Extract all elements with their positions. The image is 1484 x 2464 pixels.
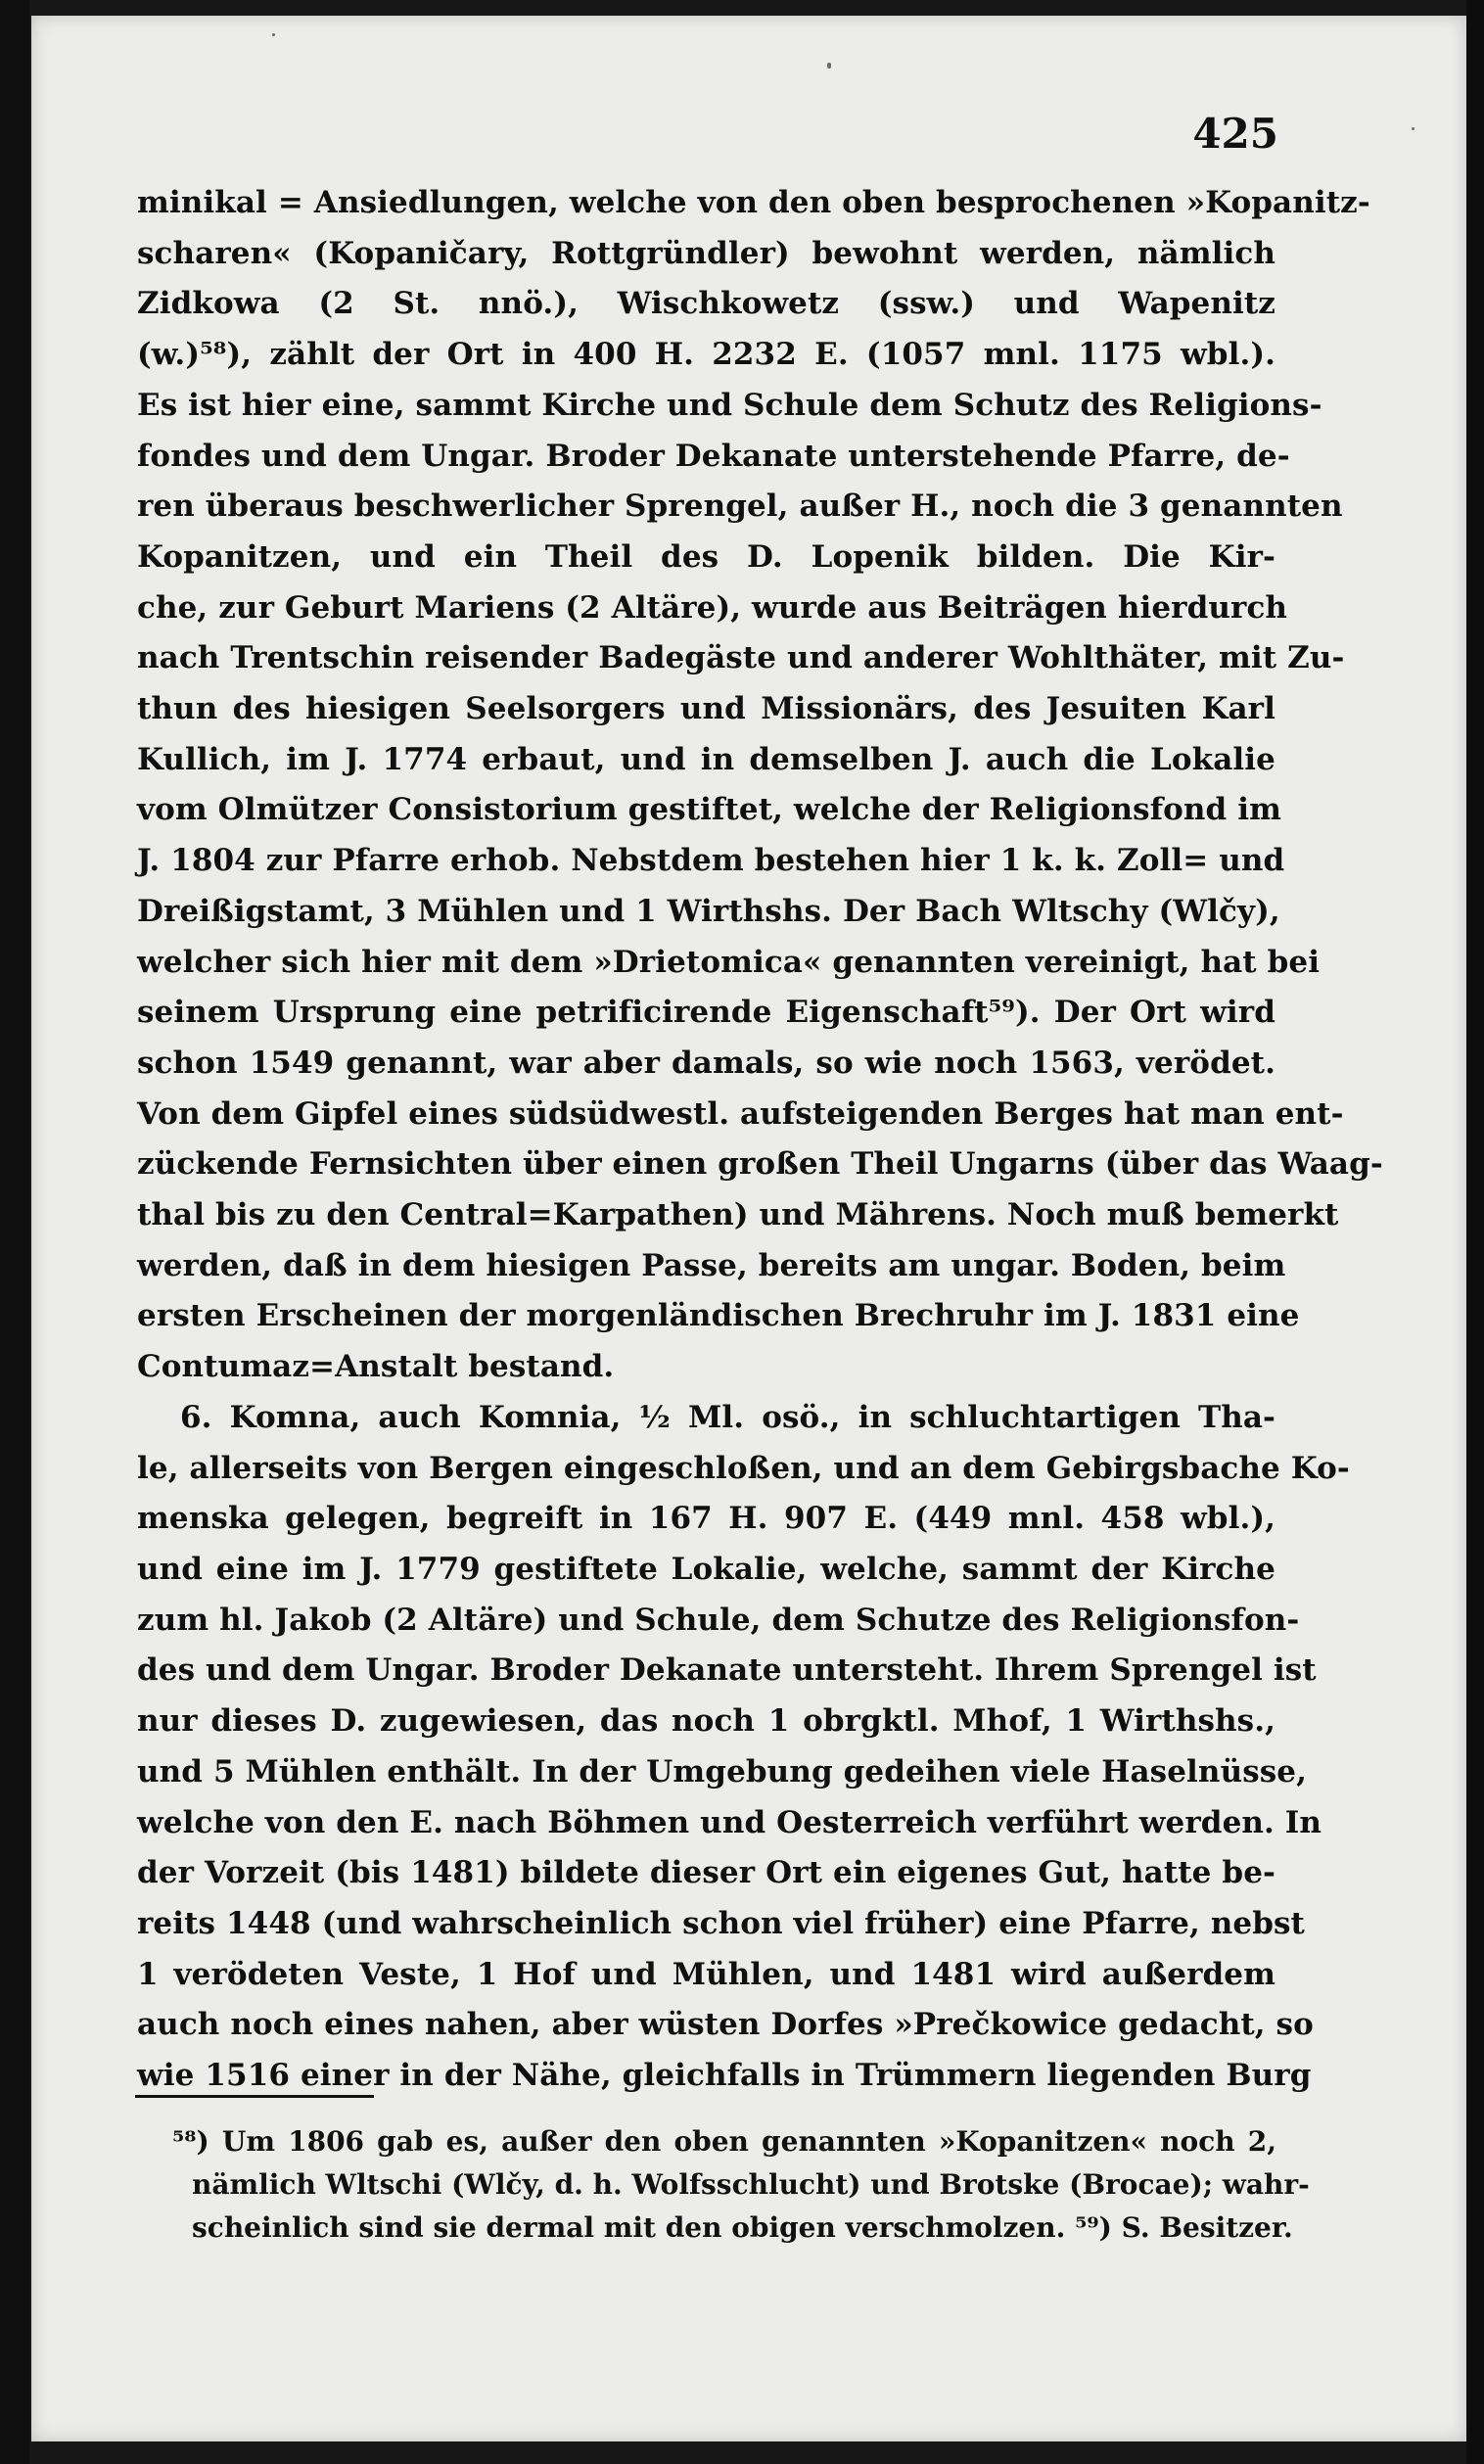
- body-line: thun des hiesigen Seelsorgers und Missionärs, des Jesuiten Karl: [137, 691, 1275, 727]
- body-line: welcher sich hier mit dem »Drietomica« genannten vereinigt, hat bei: [137, 944, 1321, 980]
- footnote-line: scheinlich sind sie dermal mit den obigen verschmolzen. ⁵⁹) S. Besitzer.: [192, 2211, 1293, 2244]
- body-line: J. 1804 zur Pfarre erhob. Nebstdem bestehen hier 1 k. k. Zoll= und: [137, 843, 1285, 879]
- body-line: ren überaus beschwerlicher Sprengel, außer H., noch die 3 genannten: [137, 488, 1343, 525]
- footnote-line: ⁵⁸) Um 1806 gab es, außer den oben genannten »Kopanitzen« noch 2,: [172, 2125, 1276, 2158]
- footnote-line: nämlich Wltschi (Wlčy, d. h. Wolfsschlucht) und Brotske (Brocae); wahr-: [192, 2168, 1310, 2201]
- body-line: Es ist hier eine, sammt Kirche und Schule dem Schutz des Religions-: [137, 387, 1322, 423]
- page-number: 425: [1192, 110, 1278, 158]
- paper-speck: [827, 63, 831, 69]
- body-line: minikal = Ansiedlungen, welche von den oben besprochenen »Kopanitz-: [137, 185, 1370, 220]
- body-line: werden, daß in dem hiesigen Passe, bereits am ungar. Boden, beim: [137, 1247, 1286, 1283]
- body-line: Kullich, im J. 1774 erbaut, und in demselben J. auch die Lokalie: [137, 741, 1275, 777]
- body-line: wie 1516 einer in der Nähe, gleichfalls in Trümmern liegenden Burg: [137, 2058, 1312, 2094]
- body-line: vom Olmützer Consistorium gestiftet, welche der Religionsfond im: [137, 792, 1282, 828]
- body-text: [137, 178, 1383, 2102]
- body-line: che, zur Geburt Mariens (2 Altäre), wurde aus Beiträgen hierdurch: [137, 589, 1288, 626]
- body-line: Von dem Gipfel eines südsüdwestl. aufsteigenden Berges hat man ent-: [137, 1095, 1344, 1132]
- body-line: 6. Komna, auch Komnia, ½ Ml. osö., in schluchtartigen Tha-: [180, 1399, 1275, 1435]
- book-gutter: [0, 0, 29, 2464]
- body-line: welche von den E. nach Böhmen und Oesterreich verführt werden. In: [137, 1804, 1322, 1840]
- body-line: nur dieses D. zugewiesen, das noch 1 obrgktl. Mhof, 1 Wirthshs.,: [137, 1703, 1275, 1740]
- body-line: und eine im J. 1779 gestiftete Lokalie, welche, sammt der Kirche: [137, 1551, 1275, 1587]
- body-line: Zidkowa (2 St. nnö.), Wischkowetz (ssw.) und Wapenitz: [137, 286, 1275, 322]
- body-line: Kopanitzen, und ein Theil des D. Lopenik bilden. Die Kir-: [137, 538, 1275, 575]
- body-line: der Vorzeit (bis 1481) bildete dieser Ort ein eigenes Gut, hatte be-: [137, 1855, 1275, 1891]
- scan-edge: [1466, 0, 1484, 2464]
- body-line: seinem Ursprung eine petrificirende Eigenschaft⁵⁹). Der Ort wird: [137, 995, 1275, 1031]
- body-line: des und dem Ungar. Broder Dekanate untersteht. Ihrem Sprengel ist: [137, 1652, 1317, 1689]
- body-line: reits 1448 (und wahrscheinlich schon viel früher) eine Pfarre, nebst: [137, 1905, 1305, 1941]
- body-line: le, allerseits von Bergen eingeschloßen, und an dem Gebirgsbache Ko-: [137, 1450, 1350, 1486]
- body-line: und 5 Mühlen enthält. In der Umgebung gedeihen viele Haselnüsse,: [137, 1753, 1308, 1790]
- body-line: (w.)⁵⁸), zählt der Ort in 400 H. 2232 E. (1057 mnl. 1175 wbl.).: [137, 337, 1275, 373]
- body-line: ersten Erscheinen der morgenländischen Brechruhr im J. 1831 eine: [137, 1298, 1300, 1334]
- body-line: nach Trentschin reisender Badegäste und anderer Wohlthäter, mit Zu-: [137, 640, 1345, 676]
- paper-speck: [1412, 127, 1414, 130]
- body-line: auch noch eines nahen, aber wüsten Dorfes »Prečkowice gedacht, so: [137, 2007, 1314, 2043]
- body-line: zum hl. Jakob (2 Altäre) und Schule, dem Schutze des Religionsfon-: [137, 1602, 1300, 1638]
- paper-speck: [272, 33, 275, 36]
- body-line: scharen« (Kopaničary, Rottgründler) bewohnt werden, nämlich: [137, 235, 1275, 271]
- body-line: 1 verödeten Veste, 1 Hof und Mühlen, und 1481 wird außerdem: [137, 1956, 1275, 1992]
- body-line: Contumaz=Anstalt bestand.: [137, 1349, 615, 1385]
- body-line: Dreißigstamt, 3 Mühlen und 1 Wirthshs. Der Bach Wltschy (Wlčy),: [137, 893, 1280, 929]
- footnotes: [172, 2120, 1310, 2250]
- body-line: schon 1549 genannt, war aber damals, so wie noch 1563, verödet.: [137, 1045, 1275, 1081]
- body-line: fondes und dem Ungar. Broder Dekanate unterstehende Pfarre, de-: [137, 438, 1290, 474]
- body-line: thal bis zu den Central=Karpathen) und Mährens. Noch muß bemerkt: [137, 1197, 1339, 1233]
- body-line: zückende Fernsichten über einen großen Theil Ungarns (über das Waag-: [137, 1146, 1383, 1183]
- body-line: menska gelegen, begreift in 167 H. 907 E. (449 mnl. 458 wbl.),: [137, 1501, 1275, 1537]
- footnote-divider: [135, 2095, 374, 2098]
